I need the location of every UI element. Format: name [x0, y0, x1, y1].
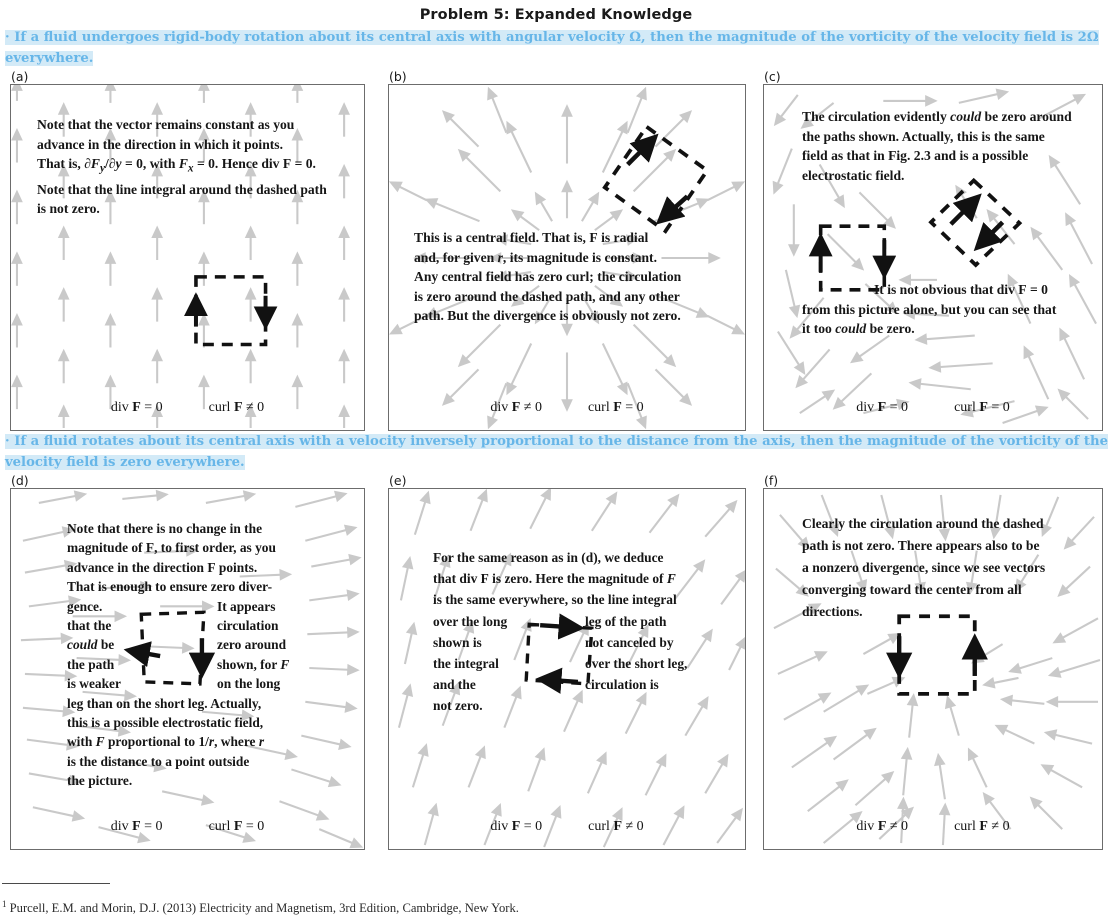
panel-b-caption: [414, 228, 729, 326]
panel-a-curl-label: curl F ≠ 0: [208, 400, 265, 415]
footnote-marker: 1: [2, 898, 7, 909]
panel-row-top: [0, 69, 1112, 431]
panel-b-curl-label: curl F = 0: [587, 400, 644, 415]
panel-d-line-4: That is enough to ensure zero diver-: [67, 579, 273, 595]
panel-d-wrapped-3: [67, 635, 317, 654]
panel-f-formulas: [764, 819, 1102, 835]
panel-c-curl-label: curl F = 0: [954, 400, 1010, 415]
panel-e-wrap-3-gap: [519, 653, 585, 674]
panel-e: [380, 473, 755, 850]
knowledge-statement-1: [0, 28, 1112, 69]
statement-text-2: If a fluid rotates about its central axis with a velocity inversely proportional to the distance from the axis, then the magnitude of the vorticity of the velocity field is zero everywhere.: [5, 434, 1108, 470]
panel-d-line-13: is the distance to a point outside: [67, 753, 250, 769]
dashed-path-b: [605, 127, 707, 231]
panel-e-formulas: [389, 819, 745, 835]
panel-d-wrap-5-left: is weaker: [67, 676, 121, 692]
panel-e-wrap-4-right: circulation is: [585, 677, 659, 693]
panel-c-line-6: from this picture alone, but you can see that: [802, 301, 1057, 317]
panel-d-label: (d): [11, 473, 29, 488]
panel-d-caption: [67, 519, 317, 791]
panel-b: [380, 69, 755, 431]
panel-c-label: (c): [764, 69, 781, 84]
panel-d-wrap-1-right: It appears: [217, 598, 276, 614]
panel-f-line-1: Clearly the circulation around the dashed: [802, 516, 1044, 531]
panel-e-wrap-1-left: over the long: [433, 613, 508, 629]
panel-d-line-11: this is a possible electrostatic field,: [67, 715, 264, 731]
statement-bullet-1: ·: [5, 30, 10, 45]
panel-f-figure: [763, 488, 1103, 850]
panel-a-div-label: div F = 0: [110, 400, 163, 415]
dashed-path-c-diamond: [931, 180, 1019, 265]
panel-d-line-14: the picture.: [67, 773, 133, 789]
panel-a-line-1: Note that the vector remains constant as you: [37, 117, 295, 132]
panel-d-figure: [10, 488, 365, 850]
panel-c-line-5: It is not obvious that div F = 0: [874, 282, 1048, 297]
panel-f: [755, 473, 1112, 850]
panel-c-caption-top: [802, 107, 1097, 185]
panel-f-line-2: path is not zero. There appears also to be: [802, 538, 1040, 553]
panel-f-line-4: converging toward the center from all: [802, 582, 1022, 597]
footnote-separator: [2, 883, 110, 884]
panel-a-figure: [10, 84, 365, 431]
panel-a-line-4: Note that the line integral around the dashed path: [37, 181, 327, 197]
panel-d-line-12: with F proportional to 1/r, where r: [67, 734, 265, 750]
statement-bullet-2: ·: [5, 434, 10, 449]
panel-c-line-1: The circulation evidently could be zero around: [802, 109, 1072, 124]
panel-c-line-2: the paths shown. Actually, this is the same: [802, 128, 1045, 144]
panel-e-figure: [388, 488, 746, 850]
panel-a-label: (a): [11, 69, 29, 84]
panel-b-line-1: This is a central field. That is, F is radial: [414, 230, 649, 245]
panel-d-wrap-3-left: could be: [67, 637, 115, 653]
panel-e-curl-label: curl F ≠ 0: [588, 819, 644, 834]
panel-d: [0, 473, 380, 850]
panel-a-line-2: advance in the direction in which it points.: [37, 136, 283, 152]
panel-d-line-1: Note that there is no change in the: [67, 521, 263, 536]
panel-e-wrap-1-gap: [519, 611, 585, 632]
panel-a-line-3: That is, $\partial F_y/\partial y = 0$, with $F_x = 0$. Hence div F = 0.: [37, 156, 316, 175]
panel-d-wrapped-1: [67, 597, 317, 616]
panel-c-line-7: it too could be zero.: [802, 321, 915, 337]
panel-e-wrapped-1: [433, 611, 711, 632]
panel-d-div-label: div F = 0: [110, 819, 163, 834]
panel-b-line-5: path. But the divergence is obviously not zero.: [414, 308, 681, 324]
panel-d-wrapped-2: [67, 616, 317, 635]
panel-f-line-3: a nonzero divergence, since we see vectors: [802, 560, 1046, 575]
panel-d-wrap-1-gap: [141, 597, 217, 616]
panel-e-wrap-3-left: the integral: [433, 656, 499, 672]
panel-e-wrapped-4: [433, 674, 711, 695]
panel-d-wrap-2-right: circulation: [217, 618, 279, 634]
panel-e-wrap-1-right: leg of the path: [585, 613, 667, 629]
panel-e-line-1: For the same reason as in (d), we deduce: [433, 550, 664, 565]
dashed-path-a: [196, 277, 266, 345]
panel-b-figure: [388, 84, 746, 431]
panel-c-line-3: field as that in Fig. 2.3 and is a possible: [802, 148, 1029, 164]
panel-c-caption-bottom: [802, 280, 1097, 339]
dashed-path-f: [899, 616, 975, 694]
panel-c: [755, 69, 1112, 431]
panel-d-wrap-4-right: shown, for F: [217, 656, 290, 672]
statement-text-1: If a fluid undergoes rigid-body rotation about its central axis with angular velocity Ω, then the magnitude of the vorticity of the velocity field is 2Ω everywhere.: [5, 30, 1099, 66]
panel-c-line-4: electrostatic field.: [802, 167, 905, 183]
panel-a-line-5: is not zero.: [37, 201, 100, 217]
panel-c-div-label: div F = 0: [856, 400, 909, 415]
page-title: Problem 5: Expanded Knowledge: [419, 7, 693, 23]
panel-e-label: (e): [389, 473, 407, 488]
panel-e-wrap-3-right: over the short leg,: [585, 656, 688, 672]
panel-f-line-5: directions.: [802, 604, 863, 619]
knowledge-statement-2: [0, 432, 1112, 473]
panel-e-line-3: is the same everywhere, so the line integral: [433, 592, 677, 608]
panel-e-wrap-2-right: not canceled by: [585, 634, 674, 650]
panel-d-wrapped-5: [67, 674, 317, 693]
panel-b-formulas: [389, 400, 745, 416]
panel-e-wrap-2-left: shown is: [433, 634, 482, 650]
panel-d-wrapped-4: [67, 655, 317, 674]
panel-f-label: (f): [764, 473, 779, 488]
panel-f-curl-label: curl F ≠ 0: [954, 819, 1010, 834]
panel-d-wrap-2-gap: [141, 616, 217, 635]
panel-d-line-2: magnitude of F, to first order, as you: [67, 540, 276, 556]
panel-e-wrap-2-gap: [519, 632, 585, 653]
footnote-citation-text: Purcell, E.M. and Morin, D.J. (2013) Electricity and Magnetism, 3rd Edition, Cambridge, New York.: [9, 901, 519, 915]
panel-b-div-label: div F ≠ 0: [490, 400, 542, 415]
panel-e-caption: [433, 547, 711, 717]
panel-d-wrap-5-gap: [141, 674, 217, 693]
panel-e-line-2: that div F is zero. Here the magnitude of F: [433, 571, 676, 587]
panel-e-div-label: div F = 0: [490, 819, 543, 834]
panel-row-bottom: [0, 473, 1112, 850]
panel-d-wrap-3-gap: [141, 635, 217, 654]
footnote-citation: [2, 897, 1112, 915]
panel-e-wrapped-3: [433, 653, 711, 674]
panel-d-formulas: [11, 819, 364, 835]
panel-a: [0, 69, 380, 431]
panel-f-caption: [802, 513, 1082, 623]
panel-d-curl-label: curl F = 0: [208, 819, 265, 834]
panel-d-wrap-5-right: on the long: [217, 676, 281, 692]
footnote-area: [0, 883, 1112, 915]
panel-d-wrap-3-right: zero around: [217, 637, 287, 653]
panel-e-wrap-4-left: and the: [433, 677, 476, 693]
panel-e-wrapped-2: [433, 632, 711, 653]
panel-b-line-2: and, for given r, its magnitude is constant.: [414, 249, 657, 265]
panel-b-line-4: is zero around the dashed path, and any other: [414, 288, 680, 304]
panel-c-figure: [763, 84, 1103, 431]
panel-d-wrap-4-gap: [141, 655, 217, 674]
panel-d-line-3: advance in the direction F points.: [67, 559, 258, 575]
panel-d-wrap-2-left: that the: [67, 618, 112, 634]
panel-a-formulas: [11, 400, 364, 416]
panel-e-line-8: not zero.: [433, 698, 483, 714]
panel-c-formulas: [764, 400, 1102, 416]
panel-d-wrap-4-left: the path: [67, 656, 115, 672]
panel-f-div-label: div F ≠ 0: [856, 819, 909, 834]
panel-d-line-10: leg than on the short leg. Actually,: [67, 695, 262, 711]
panel-e-wrap-4-gap: [519, 674, 585, 695]
panel-a-caption: [37, 115, 342, 219]
panel-b-line-3: Any central field has zero curl; the circulation: [414, 269, 682, 285]
panel-d-wrap-1-left: gence.: [67, 598, 103, 614]
panel-b-label: (b): [389, 69, 407, 84]
